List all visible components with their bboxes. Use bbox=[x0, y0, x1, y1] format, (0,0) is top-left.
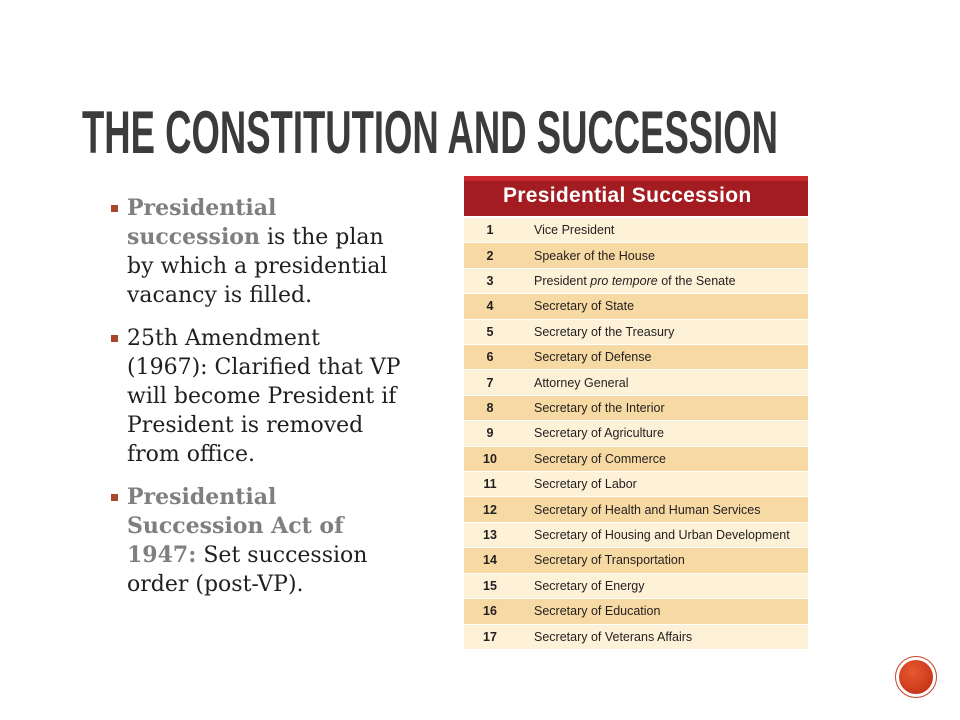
bullet-item bbox=[127, 483, 410, 599]
succession-rank: 2 bbox=[486, 248, 494, 263]
office-name-text: of the Senate bbox=[661, 274, 736, 289]
office-name bbox=[516, 426, 664, 440]
square-bullet-icon bbox=[111, 205, 118, 212]
bullet-term: Presidential Succession Act of 1947: bbox=[127, 484, 344, 568]
succession-row bbox=[464, 548, 808, 573]
office-name-text: Secretary of Education bbox=[534, 604, 661, 619]
office-name bbox=[516, 553, 685, 567]
office-name-text: Secretary of State bbox=[534, 299, 635, 314]
office-name-text: President bbox=[534, 274, 587, 289]
succession-rank: 14 bbox=[483, 553, 497, 568]
succession-rank: 9 bbox=[486, 426, 494, 441]
bullet-lead: 25th Amendment bbox=[127, 326, 320, 351]
bullet-term: Presidential succession bbox=[127, 195, 277, 250]
square-bullet-icon bbox=[111, 494, 118, 501]
succession-rank: 7 bbox=[486, 375, 494, 390]
succession-rank: 8 bbox=[486, 401, 494, 416]
office-name bbox=[516, 630, 692, 644]
bullet-item bbox=[127, 324, 410, 469]
succession-table-title: Presidential Succession bbox=[503, 184, 752, 207]
succession-rank: 17 bbox=[483, 629, 497, 644]
office-name bbox=[516, 274, 736, 288]
slide-title-text: THE CONSTITUTION AND SUCCESSION bbox=[82, 99, 779, 166]
succession-row bbox=[464, 345, 808, 370]
succession-rank: 15 bbox=[483, 578, 497, 593]
succession-row bbox=[464, 497, 808, 522]
succession-row bbox=[464, 243, 808, 268]
succession-row bbox=[464, 320, 808, 345]
circle-badge-core bbox=[899, 660, 933, 694]
succession-row bbox=[464, 523, 808, 548]
office-name bbox=[516, 401, 665, 415]
office-name bbox=[516, 249, 655, 263]
succession-rank: 11 bbox=[483, 477, 497, 492]
office-name bbox=[516, 376, 629, 390]
office-name-text: Secretary of the Treasury bbox=[534, 324, 675, 339]
office-name-text: Secretary of Housing and Urban Development bbox=[534, 528, 790, 543]
bullet-item bbox=[127, 194, 410, 310]
succession-row bbox=[464, 599, 808, 624]
succession-row bbox=[464, 294, 808, 319]
office-name bbox=[516, 452, 666, 466]
succession-rank: 13 bbox=[483, 528, 497, 543]
succession-rank: 12 bbox=[483, 502, 497, 517]
office-name-text: Secretary of the Interior bbox=[534, 401, 665, 416]
circle-badge-icon bbox=[895, 656, 937, 698]
office-name-text: Secretary of Health and Human Services bbox=[534, 502, 761, 517]
office-name bbox=[516, 325, 674, 339]
office-name bbox=[516, 477, 637, 491]
office-name-text: Secretary of Labor bbox=[534, 477, 637, 492]
office-name-text: Secretary of Agriculture bbox=[534, 426, 664, 441]
succession-rank: 3 bbox=[486, 274, 494, 289]
office-name-text: Secretary of Transportation bbox=[534, 553, 685, 568]
bullet-text: Set succession order (post-VP). bbox=[127, 543, 368, 597]
office-name bbox=[516, 604, 660, 618]
office-name-text: Speaker of the House bbox=[534, 248, 655, 263]
bullet-text: is the plan by which a presidential vacancy is filled. bbox=[127, 225, 388, 308]
succession-row bbox=[464, 370, 808, 395]
office-name bbox=[516, 223, 614, 237]
succession-table-body bbox=[464, 218, 808, 650]
office-name-text: Attorney General bbox=[534, 375, 629, 390]
succession-table bbox=[464, 176, 808, 650]
succession-rank: 1 bbox=[486, 223, 494, 238]
succession-row bbox=[464, 574, 808, 599]
succession-rank: 16 bbox=[483, 604, 497, 619]
office-name bbox=[516, 528, 790, 542]
office-name-text: Secretary of Defense bbox=[534, 350, 652, 365]
bullet-text: (1967): Clarified that VP will become President if President is removed from office. bbox=[127, 355, 401, 467]
succession-row bbox=[464, 269, 808, 294]
succession-rank: 6 bbox=[486, 350, 494, 365]
office-name bbox=[516, 350, 651, 364]
slide-title bbox=[82, 99, 782, 166]
office-name bbox=[516, 503, 761, 517]
succession-row bbox=[464, 447, 808, 472]
succession-row bbox=[464, 218, 808, 243]
square-bullet-icon bbox=[111, 335, 118, 342]
succession-rank: 5 bbox=[486, 324, 494, 339]
office-name-text: Secretary of Commerce bbox=[534, 451, 666, 466]
succession-row bbox=[464, 421, 808, 446]
office-name bbox=[516, 579, 644, 593]
succession-row bbox=[464, 472, 808, 497]
office-name bbox=[516, 299, 634, 313]
office-name-text: Vice President bbox=[534, 223, 615, 238]
bullet-list bbox=[127, 194, 410, 599]
succession-table-header bbox=[464, 176, 808, 216]
succession-rank: 10 bbox=[483, 451, 497, 466]
office-name-italic: pro tempore bbox=[590, 274, 658, 289]
succession-row bbox=[464, 625, 808, 650]
office-name-text: Secretary of Veterans Affairs bbox=[534, 629, 693, 644]
office-name-text: Secretary of Energy bbox=[534, 578, 645, 593]
succession-rank: 4 bbox=[486, 299, 494, 314]
succession-row bbox=[464, 396, 808, 421]
